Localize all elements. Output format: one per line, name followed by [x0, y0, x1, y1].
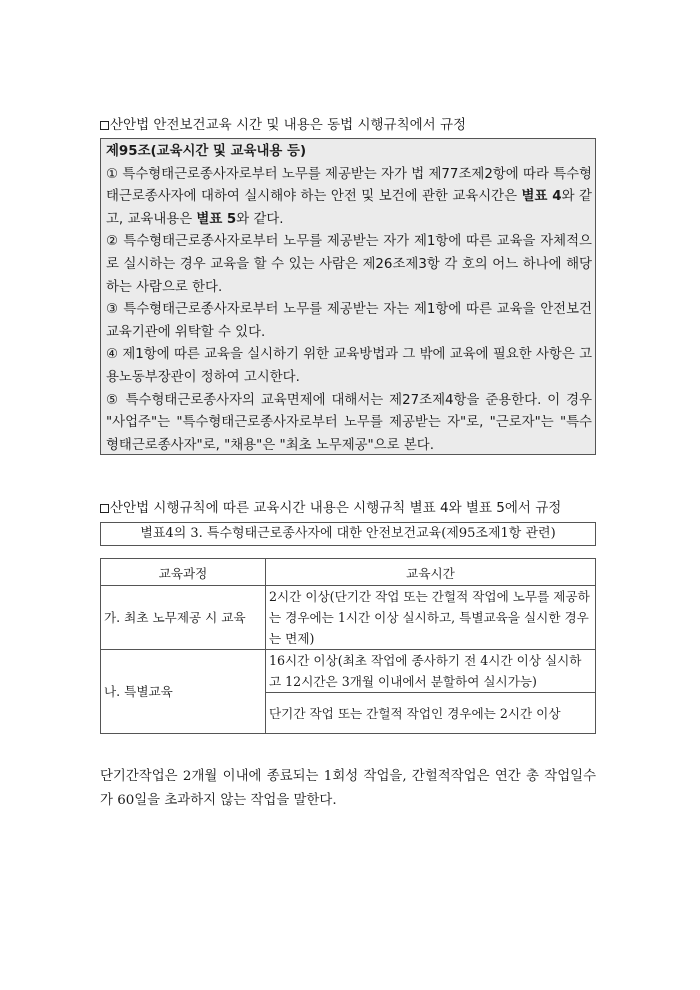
- p1-text-a: ① 특수형태근로종사자로부터 노무를 제공받는 자가 법 제77조제2항에 따라 특수형태근로종사자에 대하여 실시해야 하는 안전 및 보건에 관한 교육시간은: [106, 166, 592, 205]
- article-paragraph-5: ⑤ 특수형태근로종사자의 교육면제에 대해서는 제27조제4항을 준용한다. 이 경우 "사업주"는 "특수형태근로종사자로부터 노무를 제공받는 자"로, "근로자"는 "특수형태근로종사자"로, "채용"은 "최초 노무제공"으로 본다.: [106, 392, 592, 453]
- section1-heading: [100, 116, 600, 134]
- p1-text-e: 와 같다.: [236, 211, 284, 227]
- p1-annex4-ref: 별표 4: [521, 189, 562, 205]
- checkbox-square-icon: [100, 504, 109, 513]
- section2-heading: [100, 499, 600, 517]
- row-b-course: 나. 특별교육: [101, 650, 266, 734]
- footnote-text: 단기간작업은 2개월 이내에 종료되는 1회성 작업을, 간헐적작업은 연간 총 작업일수가 60일을 초과하지 않는 작업을 말한다.: [100, 769, 596, 808]
- row-a-course: 가. 최초 노무제공 시 교육: [101, 586, 266, 650]
- article-95-box: [100, 138, 596, 455]
- checkbox-square-icon: [100, 121, 109, 130]
- col-header-course: 교육과정: [101, 559, 266, 586]
- row-b-hours-2: 단기간 작업 또는 간헐적 작업인 경우에는 2시간 이상: [266, 693, 596, 734]
- p1-annex5-ref: 별표 5: [196, 211, 237, 227]
- education-hours-table: [100, 558, 596, 734]
- row-a-hours: 2시간 이상(단기간 작업 또는 간헐적 작업에 노무를 제공하는 경우에는 1시간 이상 실시하고, 특별교육을 실시한 경우는 면제): [266, 586, 596, 650]
- col-header-hours: 교육시간: [266, 559, 596, 586]
- article-paragraph-3: ③ 특수형태근로종사자로부터 노무를 제공받는 자는 제1항에 따른 교육을 안전보건교육기관에 위탁할 수 있다.: [106, 302, 592, 340]
- section2-heading-text: 산안법 시행규칙에 따른 교육시간 내용은 시행규칙 별표 4와 별표 5에서 규정: [110, 500, 562, 516]
- article-title: 제95조(교육시간 및 교육내용 등): [106, 144, 307, 159]
- article-paragraph-1: [106, 164, 592, 232]
- row-b-hours-1: 16시간 이상(최초 작업에 종사하기 전 4시간 이상 실시하고 12시간은 3개월 이내에서 분할하여 실시가능): [266, 650, 596, 693]
- article-paragraph-2: ② 특수형태근로종사자로부터 노무를 제공받는 자가 제1항에 따른 교육을 자체적으로 실시하는 경우 교육을 할 수 있는 사람은 제26조제3항 각 호의 어느 하나에 해당하는 사람으로 한다.: [106, 234, 592, 295]
- section1-heading-text: 산안법 안전보건교육 시간 및 내용은 동법 시행규칙에서 규정: [110, 117, 467, 133]
- annex-title-box: 별표4의 3. 특수형태근로종사자에 대한 안전보건교육(제95조제1항 관련): [100, 522, 596, 546]
- p1-text-c: 와 같고, 교육내용은: [106, 189, 592, 227]
- table-row: [101, 650, 596, 693]
- table-header-row: [101, 559, 596, 586]
- table-row: [101, 586, 596, 650]
- article-paragraph-4: ④ 제1항에 따른 교육을 실시하기 위한 교육방법과 그 밖에 교육에 필요한 사항은 고용노동부장관이 정하여 고시한다.: [106, 347, 592, 385]
